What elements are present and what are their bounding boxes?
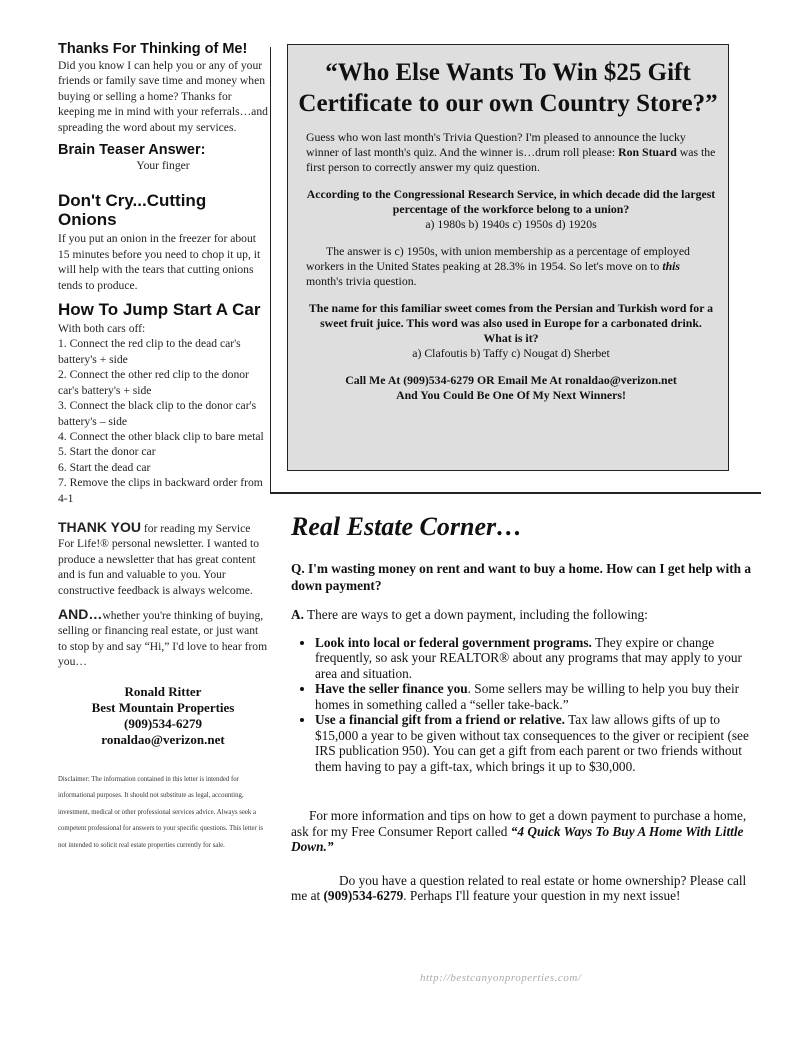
next-winner-line: And You Could Be One Of My Next Winners!	[396, 388, 626, 402]
jump-start-step: 7. Remove the clips in backward order from 4-1	[58, 476, 263, 505]
and-paragraph	[58, 607, 268, 670]
re-tip-title: Have the seller finance you	[315, 681, 468, 696]
re-tip-text: . Some sellers may be willing to help you buy their homes in something called a “seller take-back.”	[315, 681, 740, 712]
thank-you-text: for reading my Service For Life!® personal newsletter. I wanted to produce a newsletter that has great content and is fun and valuable to you. Your constructive feedback is always welcome.	[58, 521, 260, 597]
trivia-title: “Who Else Wants To Win $25 Gift Certificate to our own Country Store?”	[298, 59, 718, 117]
agent-company: Best Mountain Properties	[91, 699, 235, 715]
and-text: whether you're thinking of buying, selling or financing real estate, or just want to stop by and say “Hi,” I'd love to hear from you…	[58, 608, 268, 669]
new-question	[306, 301, 716, 361]
re-tip-text: They expire or change frequently, so ask your REALTOR® about any programs that may apply to your area and situation.	[315, 634, 742, 681]
re-ask-text: Do you have a question related to real estate or home ownership? Please call me at	[291, 872, 747, 903]
last-month-answer	[306, 244, 716, 289]
answer-emphasis: this	[662, 259, 681, 273]
signature-block	[58, 684, 268, 748]
re-tip	[315, 712, 751, 774]
thanks-heading: Thanks For Thinking of Me!	[58, 41, 248, 57]
answer-text: The answer is c) 1950s, with union membership as a percentage of employed workers in the United States peaking at 28.3% in 1954. So let's move on to	[306, 244, 690, 273]
re-tip-title: Look into local or federal government programs.	[315, 634, 592, 650]
agent-name: Ronald Ritter	[124, 683, 202, 699]
jump-start-intro: With both cars off:	[58, 322, 146, 336]
left-sidebar	[58, 38, 268, 854]
jump-start-step: 2. Connect the other red clip to the donor car's battery's + side	[58, 368, 249, 397]
footer-url[interactable]: http://bestcanyonproperties.com/	[420, 972, 582, 984]
trivia-intro-end: was the first person to correctly answer my quiz question.	[306, 145, 716, 174]
jump-start-step: 1. Connect the red clip to the dead car's battery's + side	[58, 337, 241, 366]
re-answer-intro	[291, 607, 751, 623]
onion-heading: Don't Cry...Cutting Onions	[58, 191, 207, 230]
trivia-intro	[306, 130, 716, 175]
re-more-info	[291, 808, 751, 855]
thank-you-keyword: THANK YOU	[58, 518, 141, 535]
re-ask-phone: (909)534-6279	[323, 888, 404, 903]
re-question: Q. I'm wasting money on rent and want to buy a home. How can I get help with a down payment?	[291, 561, 752, 593]
agent-phone: (909)534-6279	[124, 715, 202, 731]
re-more-text: For more information and tips on how to get a down payment to purchase a home, ask for my Free Consumer Report called	[291, 808, 747, 839]
trivia-intro-text: Guess who won last month's Trivia Question? I'm pleased to announce the lucky winner of last month's quiz. And the winner is…drum roll please:	[306, 130, 686, 159]
re-tip	[315, 635, 751, 682]
re-tip-text: Tax law allows gifts of up to $15,000 a year to be given without tax consequences to the giver or recipient (see IRS publication 950). You can get a gift from each parent or two friends without them having to pay a gift-tax, which brings it up to $30,000.	[315, 712, 749, 774]
jump-start-steps	[58, 336, 268, 505]
section-divider	[270, 492, 761, 494]
jump-start-step: 5. Start the donor car	[58, 445, 156, 459]
jump-start-step: 4. Connect the other black clip to bare metal	[58, 429, 264, 443]
real-estate-body	[291, 560, 751, 904]
re-report-title: “4 Quick Ways To Buy A Home With Little Down.”	[291, 823, 744, 854]
new-question-text: The name for this familiar sweet comes from the Persian and Turkish word for a sweet fruit juice. This word was also used in Europe for a carbonated drink. What is it?	[308, 301, 714, 345]
re-ask-end: . Perhaps I'll feature your question in my next issue!	[403, 888, 681, 903]
real-estate-title: Real Estate Corner…	[291, 512, 523, 541]
answer-end: month's trivia question.	[306, 274, 417, 288]
onion-text: If you put an onion in the freezer for about 15 minutes before you need to chop it up, it will help with the tears that cutting onions tends to produce.	[58, 232, 261, 292]
last-month-question	[306, 187, 716, 232]
agent-email: ronaldao@verizon.net	[101, 731, 225, 747]
brain-teaser-heading: Brain Teaser Answer:	[58, 142, 206, 159]
re-tip-title: Use a financial gift from a friend or relative.	[315, 712, 566, 727]
re-tips-list	[291, 635, 751, 775]
column-divider	[270, 47, 271, 492]
trivia-winner: Ron Stuard	[618, 145, 677, 159]
last-question-text: According to the Congressional Research Service, in which decade did the largest percentage of the workforce belong to a union?	[306, 187, 716, 216]
thanks-text: Did you know I can help you or any of your friends or family save time and money when buying or selling a home? Thanks for keeping me in mind with your referrals…and spreading the word about my services.	[58, 59, 268, 134]
re-tip	[315, 681, 751, 712]
and-keyword: AND…	[58, 605, 103, 622]
call-to-action	[306, 373, 716, 403]
disclaimer-text: Disclaimer: The information contained in this letter is intended for informational purposes. It should not substitute as legal, accounting, investment, medical or other professional services advice. Always seek a competent professional for answers to your specific questions. This letter is not intended to solicit real estate properties currently for sale.	[58, 775, 264, 849]
jump-start-heading: How To Jump Start A Car	[58, 300, 261, 320]
re-ask-question	[291, 873, 751, 904]
thank-you-paragraph	[58, 520, 268, 598]
jump-start-step: 6. Start the dead car	[58, 460, 151, 474]
re-answer-text: There are ways to get a down payment, including the following:	[303, 607, 648, 622]
call-line: Call Me At (909)534-6279 OR Email Me At ronaldao@verizon.net	[345, 373, 677, 387]
re-answer-lead: A.	[291, 607, 304, 622]
jump-start-step: 3. Connect the black clip to the donor car's battery's – side	[58, 399, 257, 428]
new-question-options: a) Clafoutis b) Taffy c) Nougat d) Sherbet	[412, 346, 610, 360]
last-question-options: a) 1980s b) 1940s c) 1950s d) 1920s	[425, 217, 597, 231]
trivia-box	[287, 44, 729, 471]
brain-teaser-answer: Your finger	[136, 159, 190, 173]
